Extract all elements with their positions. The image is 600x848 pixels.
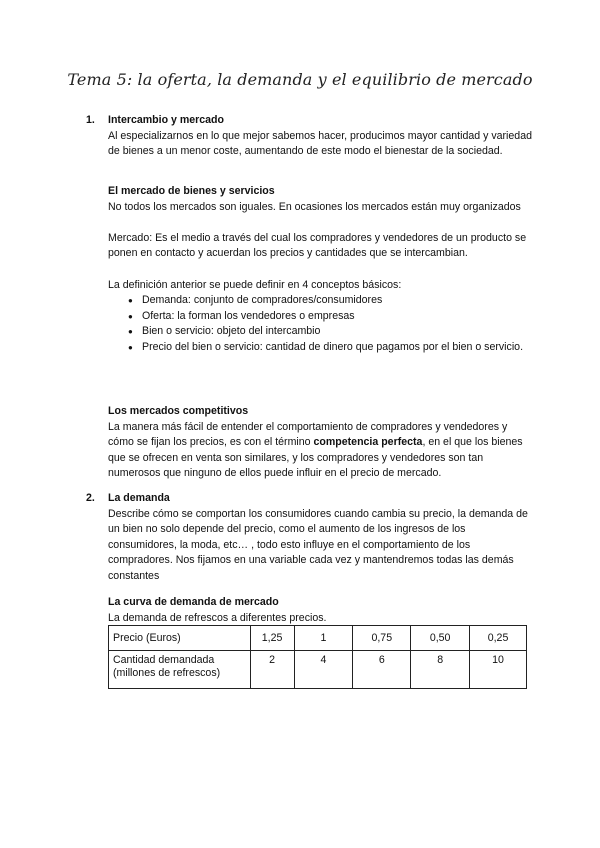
section-heading: Intercambio y mercado — [108, 114, 224, 126]
list-intro: La definición anterior se puede definir en 4 conceptos básicos: — [108, 278, 402, 291]
subsection-heading: El mercado de bienes y servicios — [108, 185, 275, 197]
list-item: ● Oferta: la forman los vendedores o empresas — [128, 309, 533, 325]
table-cell: 0,75 — [353, 626, 411, 651]
table-caption: La demanda de refrescos a diferentes precios. — [108, 611, 327, 624]
demand-table — [108, 625, 527, 689]
section-paragraph: Al especializarnos en lo que mejor sabemos hacer, producimos mayor cantidad y variedad de bienes a un menor coste, aumentando de este modo el bienestar de la sociedad. — [108, 129, 532, 158]
table-cell: 1,25 — [250, 626, 294, 651]
subsection-heading: La curva de demanda de mercado — [108, 596, 279, 608]
bullet-list — [108, 293, 533, 355]
subsection-mercado-bienes — [108, 184, 533, 356]
list-item: ● Bien o servicio: objeto del intercambio — [128, 324, 533, 340]
section-heading: La demanda — [108, 492, 170, 504]
row-header: Cantidad demandada (millones de refrescos) — [109, 651, 251, 689]
table-cell: 4 — [294, 651, 353, 689]
subsection-heading: Los mercados competitivos — [108, 405, 249, 417]
paragraph — [108, 420, 533, 482]
subsection-curva-demanda — [108, 595, 533, 626]
text-span: , en el que los bienes que se ofrecen en venta son similares, y los compradores y vendedores son tan numerosos que ninguno de ellos puede influir en el precio de mercado. — [108, 436, 523, 480]
paragraph: No todos los mercados son iguales. En ocasiones los mercados están muy organizados — [108, 200, 521, 213]
table-cell: 8 — [411, 651, 470, 689]
definition-paragraph: Mercado: Es el medio a través del cual los compradores y vendedores de un producto se ponen en contacto y acuerdan los precios y cantidades que se intercambian. — [108, 231, 527, 260]
section-number: 1. — [86, 114, 95, 126]
section-1 — [86, 113, 533, 160]
subsection-mercados-competitivos — [108, 404, 533, 482]
list-item: ● Precio del bien o servicio: cantidad de dinero que pagamos por el bien o servicio. — [128, 340, 533, 356]
section-paragraph: Describe cómo se comportan los consumidores cuando cambia su precio, la demanda de un bien no solo depende del precio, como el aumento de los ingresos de los consumidores, la moda, etc… , todo esto influye en el comportamiento de los compradores. Nos fijamos en una variable cada vez y mantendremos todas las demás constantes — [108, 507, 528, 582]
table-cell: 0,25 — [470, 626, 527, 651]
table-cell: 10 — [470, 651, 527, 689]
document-title: Tema 5: la oferta, la demanda y el equilibrio de mercado — [67, 70, 533, 89]
list-item: ● Demanda: conjunto de compradores/consumidores — [128, 293, 533, 309]
table-cell: 0,50 — [411, 626, 470, 651]
bold-term: competencia perfecta — [313, 436, 423, 449]
table-cell: 2 — [250, 651, 294, 689]
text-span: La manera más fácil de entender el comportamiento de compradores y vendedores y cómo se fijan los precios, es con el término — [108, 420, 508, 449]
table-cell: 1 — [294, 626, 353, 651]
table-row — [109, 626, 527, 651]
table-cell: 6 — [353, 651, 411, 689]
table-row — [109, 651, 527, 689]
section-2 — [86, 491, 533, 585]
row-header: Precio (Euros) — [109, 626, 251, 651]
section-number: 2. — [86, 492, 95, 504]
